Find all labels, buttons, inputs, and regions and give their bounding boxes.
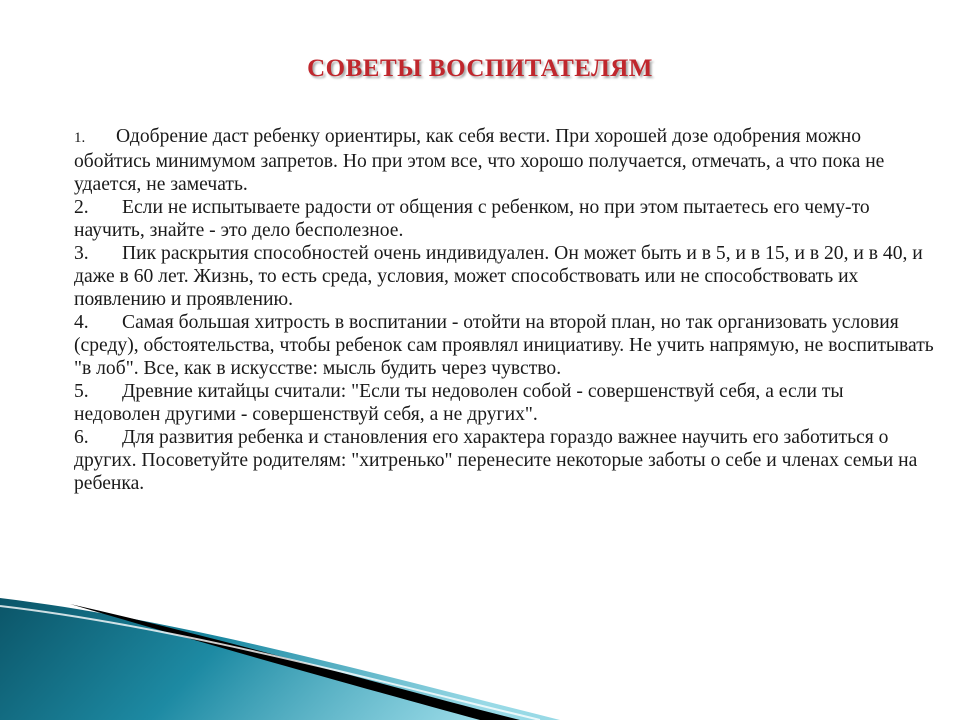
list-item: [74, 311, 934, 380]
item-text: Самая большая хитрость в воспитании - отойти на второй план, но так организовать условия (среду), обстоятельства, чтобы ребенок сам проявлял инициативу. Не учить напрямую, не воспитывать "в лоб". Все, как в искусстве: мысль будить через чувство.: [74, 312, 934, 379]
list-item: [74, 125, 934, 196]
item-text: Древние китайцы считали: "Если ты недоволен собой - совершенствуй себя, а если ты недоволен другими - совершенствуй себя, а не других".: [74, 381, 844, 425]
item-number: 2.: [74, 197, 89, 218]
item-number: 5.: [74, 381, 89, 402]
advice-list: [74, 125, 934, 495]
item-text: Если не испытываете радости от общения с ребенком, но при этом пытаетесь его чему-то научить, знайте - это дело бесполезное.: [74, 197, 870, 241]
item-number: 4.: [74, 312, 89, 333]
list-item: [74, 196, 934, 242]
item-text: Пик раскрытия способностей очень индивидуален. Он может быть и в 5, и в 15, и в 20, и в 40, и даже в 60 лет. Жизнь, то есть среда, условия, может способствовать или не способствовать их появлению и проявлению.: [74, 243, 923, 310]
item-number: 6.: [74, 427, 89, 448]
item-text: Одобрение даст ребенку ориентиры, как себя вести. При хорошей дозе одобрения можно обойтись минимумом запретов. Но при этом все, что хорошо получается, отмечать, а что пока не удается, не замечать.: [74, 126, 885, 195]
item-text: Для развития ребенка и становления его характера гораздо важнее научить его заботиться о других. Посоветуйте родителям: "хитренько" перенесите некоторые заботы о себе и членах семьи на ребенка.: [74, 427, 918, 494]
item-number: 3.: [74, 243, 89, 264]
list-item: [74, 380, 934, 426]
list-item: [74, 242, 934, 311]
item-number: 1.: [74, 130, 86, 146]
list-item: [74, 426, 934, 495]
slide-title: СОВЕТЫ ВОСПИТАТЕЛЯМ: [307, 55, 653, 82]
